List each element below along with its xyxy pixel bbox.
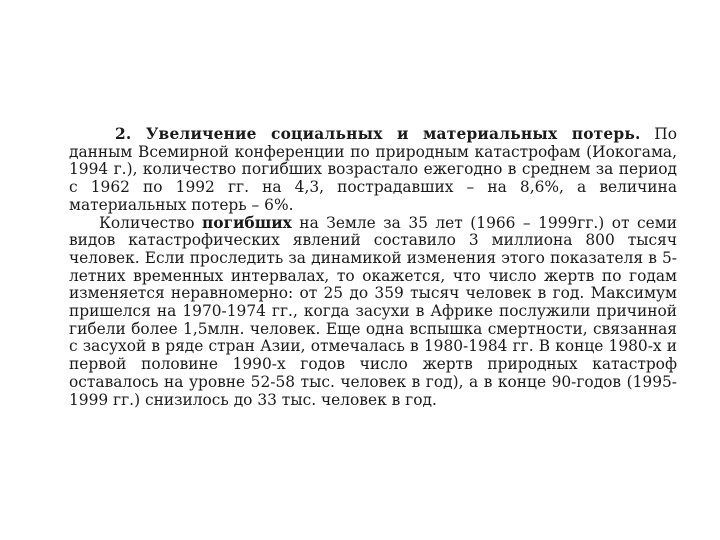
emphasis-word: погибших xyxy=(202,213,292,232)
section-heading: 2. Увеличение социальных и материальных потерь. xyxy=(115,125,641,143)
document-text-block xyxy=(69,126,677,409)
paragraph-losses-intro xyxy=(69,126,677,215)
paragraph-1-body: По данным Всемирной конференции по природным катастрофам (Иокогама, 1994 г.), количество погибших возрастало ежегодно в среднем за период с 1962 по 1992 гг. на 4,3, пострадавших – на 8,6%, а величина материальных потерь – 6%. xyxy=(69,125,677,214)
paragraph-2-body: на Земле за 35 лет (1966 – 1999гг.) от семи видов катастрофических явлений составило 3 миллиона 800 тысяч человек. Если проследить за динамикой изменения этого показателя в 5-летних временных интервалах, то окажется, что число жертв по годам изменяется неравномерно: от 25 до 359 тысяч человек в год. Максимум пришелся на 1970-1974 гг., когда засухи в Африке послужили причиной гибели более 1,5млн. человек. Еще одна вспышка смертности, связанная с засухой в ряде стран Азии, отмечалась в 1980-1984 гг. В конце 1980-х и первой половине 1990-х годов число жертв природных катастроф оставалось на уровне 52-58 тыс. человек в год), а в конце 90-годов (1995-1999 гг.) снизилось до 33 тыс. человек в год. xyxy=(69,213,677,409)
paragraph-2-lead: Количество xyxy=(99,213,203,232)
paragraph-fatalities xyxy=(69,215,677,410)
